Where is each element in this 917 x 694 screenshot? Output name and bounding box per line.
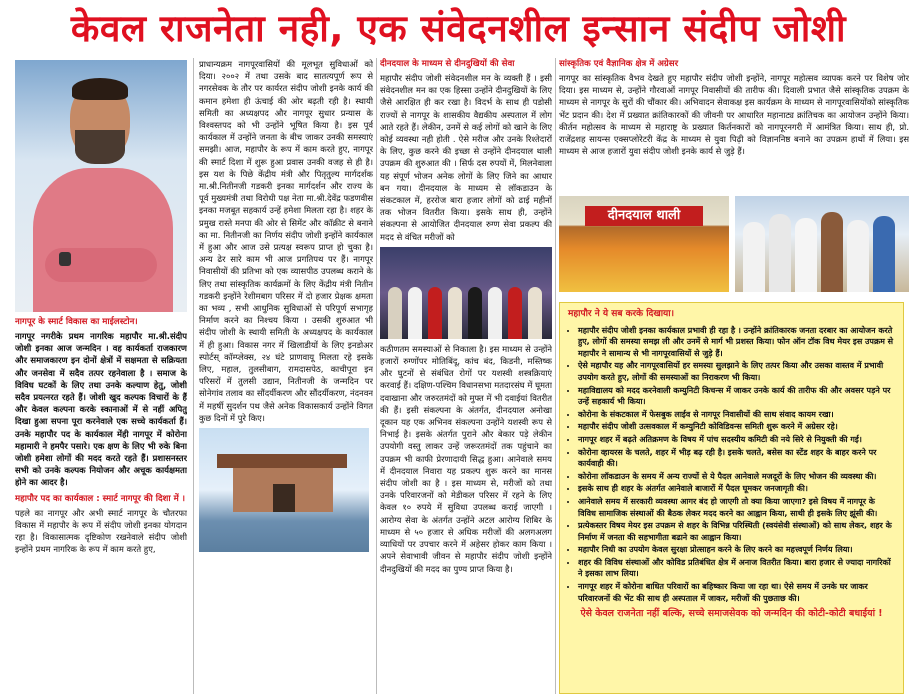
article-paragraph: नागपूर नगरीके प्रथम नागरिक महापौर मा.श्री.संदीप जोशी इनका आज जन्मदिन । वह कार्यकर्ता राजकारण और समाजकारण इन दोनों क्षेत्रों में सक्षमता से सक्रियता और जनसेवा में सदैव तत्पर रहनेवाला है । समाज के विविध घटकों के लिए तथा उनके कल्याण हेतु, जोशी सदैव प्रयत्नरत रहते हैं। जोशी खुद कल्पक विचारों के हैं और केवल कल्पना करके स्कानाओं में से नहीं अपितु दिखा हुआ सपना पूरा करनेवाले एक सच्चे कार्यकर्ता हैं। उनके महापौर पद के कार्यकाल मेंही नागपूर में कोरोना महामारी ने हमपैर पसारे। एक क्षण के लिए भी रुके बिना जोशी हमेशा लोगों की मदद करते रहते हैं। प्रशासनस्तर सभी को उनके कल्पक नियोजन और अचूक कार्यक्षमता होने का आदर है।	[15, 331, 187, 488]
list-item: • महापौर संदीप जोशी इनका कार्यकाल प्रभावी ही रहा है । उन्होंने क्रांतिकारक जनता दरबार का आयोजन करते हुए, लोगों की समस्या समझ ली और उनमें से मार्ग भी प्रशस्त किया। फोन ऑन टॉक विथ मेयर इस उपक्रम से महापौर ने सामान्य से भी नागपूरवासियों से जुड़े हैं।	[578, 325, 895, 360]
stage-event-photo	[380, 247, 552, 339]
list-item: • महाविद्यालय को मदद करनेवाली कम्युनिटी किचन्स में जाकर उनके कार्य की तारीफ की और अवसर पड़ने पर उन्हें सहकार्य भी किया।	[578, 385, 895, 408]
column-2	[199, 58, 373, 694]
auditorium-photo	[199, 428, 369, 552]
article-paragraph: प्राधान्यक्रम नागपूरवासियों की मूलभूत सुविधाओं को दिया। २००२ में तथा उसके बाद सातत्यपूर्ण रूप से नगरसेवक के तौर पर कार्यरत संदीप जोशी इनके कार्य की कमान हमेशा ही ऊंचाई की ओर बढ़ती रही है। स्थायी समिती का अध्यक्षपद और नागपूर सुधार प्रन्यास के विश्वस्तपद को भी उन्होंने भूषित किया है। इस पूर्व कार्यकाल में उन्होंने जनता के बीच जाकर उनकी समस्याएं समझी। आज, महापौर के रूप में काम करते हुए, नागपूर की स्मार्ट दिशा में शुरू हुआ प्रवास उनकी वजह से ही है। इस यश के पिछे केंद्रीय मंत्री और पितृतुल्य मार्गदर्शक मा.श्री.नितीनजी गडकरी इनका मार्गदर्शन और राज्य के पूर्व मुख्यमंत्री तथा विरोधी पक्ष नेता मा.श्री.देवेंद्र फडणवीस इनका मजबूत सहकार्य उन्हें हमेशा मिलता रहा है। शहर के प्रमुख रास्ते मनपा की ओर से सिमेंट और कॉक्रीट से बनाने का मा. नितीनजी का निर्णय संदीप जोशी इन्होंने कार्यकाल में हुआ और आज उसे प्रत्यक्ष स्वरूप प्राप्त हो चुका है। अन्य ढेर सारे काम भी आज प्रगतिपथ पर हैं। नागपूर निवासीयों की प्रतिभा को एक व्यासपीठ उपलब्ध कराने के लिए तथा सांस्कृतिक कार्यक्रमों के लिए केंद्रीय मंत्री नितीन गडकरी इन्होंने रेशीमबाग परिसर में दो हजार प्रेक्षक क्षमता का भव्य , सभी आधुनिक सुविधाओं से परिपूर्ण सभागृह निर्माण करने का निश्चय किया । उसकी शुरुआत भी संदीप जोशी के स्थायी समिती के अध्यक्षपद के कार्यकाल में ही हुआ। विकास नगर में खिलाडीयों के लिए इनडोअर स्पोर्टस् कॉम्प्लेक्स, २४ घंटे प्राणवायू मिलता रहे इसके लिए, महाल, तुलसीबाग, रामदासपेठ, काचीपूरा इन परिसरों में तुलसी उद्यान, नितीनजी के जन्मदिन पर सोनेगांव तलाव का सौंदर्यीकरण और सौंदर्यीकरण, नंदनवन में महर्षी सुदर्शन पथ जैसे अनेक विकासकार्य उन्होंने विगत कुछ दिनों में पुरे किए।	[199, 59, 373, 423]
headline: केवल राजनेता नही, एक संवेदनशील इन्सान संदीप जोशी	[70, 7, 847, 50]
column-1	[15, 60, 187, 694]
article-paragraph: महापौर संदीप जोशी संवेदनशील मन के व्यक्ती हैं । इसी संवेदनशील मन का एक हिस्सा उन्होंने दीनदुखियों के लिए जैसे आरक्षित ही कर रखा है। विदर्भ के साथ ही पडोसी राज्यों से नागपूर के शासकीय वैद्यकीय अस्पताल में लोग आते रहते हैं। लेकीन, उनमें से कई लोगों को खाने के लिए कोई व्यवस्था नही होती . ऐसे मरीज और उनके रिश्तेदारों के लिए, कुछ करने की इच्छा से उन्होंने दीनदयाल थाली उपक्रम की शुरुआत की । सिर्फ दस रुपयों में, मिलनेवाला यह संपूर्ण भोजन अनेक लोगों के लिए जिने का आधार बन गया। दीनदयाल के माध्यम से लॉकडाउन के संकटकाल में, हररोज बारा हजार लोगों को ढाई महीनों तक भोजन वितरीत किया। इसके साथ ही, उन्होंने संकल्पना से आयोजित दीनदयाल रुग्ण सेवा प्रकल्प की मदद से वंचित मरीजों को	[380, 73, 552, 242]
kitchen-sign: दीनदयाल थाली	[585, 206, 703, 226]
section-heading: नागपूर के स्मार्ट विकास का माईलस्टोन।	[15, 317, 138, 327]
list-item: • नागपूर शहर में कोरोना बाधित परिवारों का बहिष्कार किया जा रहा था। ऐसे समय में उनके घर जाकर परिवारजनों की भेंट की साथ ही अस्पताल में जाकर, मरीजों की पुछताछ की।	[578, 581, 895, 604]
list-item: • नागपूर शहर में बढ़ते अतिक्रमण के विषय में पांच सदस्यीय कमिटी की नये सिरे से नियुक्ती की गई।	[578, 434, 895, 446]
list-item: • इसके साथ ही शहर के अंतर्गत आनेवाले बाजारों में पैदल घूमकर जनजागृती की।	[578, 483, 895, 495]
achievements-list	[568, 325, 895, 605]
box-heading: महापौर ने ये सब करके दिखाया।	[568, 309, 674, 319]
section-heading: महापौर पद का कार्यकाल : स्मार्ट नागपूर की दिशा में ।	[15, 493, 185, 504]
list-item: • शहर की विविध संस्थाओं और कोविड प्रतिबंधित क्षेत्र में अनाज वितरीत किया। बारा हजार से ज्यादा नागरिकों ने इसका लाभ लिया।	[578, 557, 895, 580]
list-item: • कोरोना व्हायरस के चलते, शहर में भीड़ बढ़ रही है। इसके चलते, बसेस का स्टेंड शहर के बाहर करने पर कार्यवाही की।	[578, 447, 895, 470]
section-heading: दीनदयाल के माध्यम से दीनदुखियों की सेवा	[380, 59, 515, 69]
dignitaries-photo	[735, 196, 909, 292]
article-paragraph: नागपूर का सांस्कृतिक वैभव देखते हुए महापौर संदीप जोशी इन्होंने, नागपूर महोत्सव व्यापक करने पर विशेष जोर दिया। इस माध्यम से, उन्होंने गौरवाओं नागपूर निवासीयों की तारीफ की। दिवाली प्रभात जैसे सांस्कृतिक उपक्रम के माध्यम से नागपूर के सुरों की चौंकार की। अभिवादन सेवाकक्ष इस कार्यक्रम के माध्यम से नागपूरवासियोंको सांस्कृतिक भेंट प्रदान की। देश में प्रख्यात क्रांतिकारकों की जीवनी पर आधारित महानाट्य क्रांतिचक का आयोजन उन्होंने किया। कीर्तन महोत्सव के माध्यम से महाराष्ट्र के प्रख्यात किर्तनकारों को नागपूरनगरी में आमंत्रित किया। साथ ही, प्रो. राजेंद्रशह सायन्स एक्सप्लोरेटरी केंद्र के माध्यम से युवा पिढ़ी को विज्ञाननिष्ठ बनाने का उपक्रम हाथों में लिया। इस माध्यम से आज हजारों युवा संदीप जोशी इनके कार्य से जुड़े हैं।	[559, 73, 909, 157]
list-item: • आनेवाले समय में सरकारी व्यवस्था आगर बंद हो जाएगी तो क्या किया जाएगा? इसे विषय में नागपूर के विविध सामाजिक संस्थाओं की बैठक लेकर मदद करने का आह्वान किया, साथी ही इसके लिए झूंसी की।	[578, 496, 895, 519]
achievements-box	[559, 302, 904, 694]
column-3	[380, 58, 552, 694]
column-divider	[376, 58, 377, 694]
column-divider	[555, 58, 556, 694]
dindayal-thali-photo	[559, 196, 729, 292]
list-item: • प्रत्येकस्तर विषय मेयर इस उपक्रम से शहर के विभिन्न परिस्थिती (स्वयंसेवी संस्थाओं) को साथ लेकर, शहर के निर्माण में जनता की सहभागीता बढाने का आह्वान किया।	[578, 520, 895, 543]
column-divider	[193, 58, 194, 694]
list-item: • कोरोना लॉकडाउन के समय में अन्य राज्यों से ये पैदल आनेवाले मजदूरों के लिए भोजन की व्यवस्था की।	[578, 471, 895, 483]
list-item: • महापौर संदीप जोशी उत्सवकाल में कम्युनिटी कोविडिवन्स समिती शुरू करने में अग्रेसर रहे।	[578, 421, 895, 433]
article-paragraph: पहले का नागपूर और अभी स्मार्ट नागपूर के चौतरफा विकास में महापौर के रूप में संदीप जोशी इनका योगदान रहा है। विकासात्मक दृष्टिकोण रखनेवाले संदीप जोशी इन्होंने प्रथम नागरिक के रूप में काम करते हुए,	[15, 507, 187, 555]
section-heading: सांस्कृतिक एवं वैज्ञानिक क्षेत्र में अग्रेसर	[559, 59, 679, 69]
article-paragraph: कठीणतम समस्याओं से निकाला है। इस माध्यम से उन्होंने हजारों रुग्णोंपर मोतिबिंदू, कांच बंद, किडनी, मस्तिष्क और घुटनों से संबंधित रोगों पर यशस्वी शस्त्रक्रियाएं करवाई हैं। दक्षिण-पश्चिम विधानसभा मतदारसंघ में घूमता दवाखाना और जरुरतमंदों को मुफ्त में भी दवाईयां वितरीत की हैं। इसी संकल्पना के अंतर्गत, दीनदयाल अनोखा दूकान यह एक अभिनव संकल्पना उन्होंने यशस्वी रूप से निभाई है। इसके अंतर्गत पुराने और बेकार पड़े लेकीन उपयोगी वस्तु लाकर उन्हें जरूरतमंदों तक पहुंचाने का उपक्रम भी काफी प्रेरणादायी सिद्ध हुआ। आनेवाले समय में दीनदयाल निवारा यह प्रकल्प शुरू करने का मानस संदीप जोशी का है । इस माध्यम से, मरीजों को तथा उनके परिवारजनों को मेडीकल परिसर में रहने के लिए केवल १० रुपये में सुविधा उपलब्ध कराई जाएगी । आरोग्य सेवा के अंतर्गत उन्होंने अटल आरोग्य शिबिर के माध्यम से ५० हजार से अधिक मरीजों की अलगअलग व्याधियों पर उपचार करने में अहेसर होकर काम किया । अपने सेवाभावी जीवन से महापौर संदीप जोशी इन्होंने दीनदुखियों की मदद का पुण्य प्राप्त किया है।	[380, 343, 552, 574]
portrait-photo	[15, 60, 187, 312]
closing-wishes: ऐसे केवल राजनेता नहीं बल्कि, सच्चे समाजसेवक को जन्मदिन की कोटी-कोटी बधाईयां !	[580, 608, 883, 620]
list-item: • ऐसे महापौर यह और नागपूरवासियों हर समस्या सुलझाने के लिए तत्पर किया और उसका वास्तव में प्रभावी उपयोग करते हुए, लोगों की समस्याओं का निराकरण भी किया।	[578, 360, 895, 383]
list-item: • कोरोना के संकटकाल में फेसबुक लाईव से नागपूर निवासीयों की साथ संवाद कायम रखा।	[578, 409, 895, 421]
list-item: • महापौर निधी का उपयोग केवल सुरक्षा प्रोत्साहन करने के लिए करने का महत्त्वपूर्ण निर्णय लिया।	[578, 544, 895, 556]
